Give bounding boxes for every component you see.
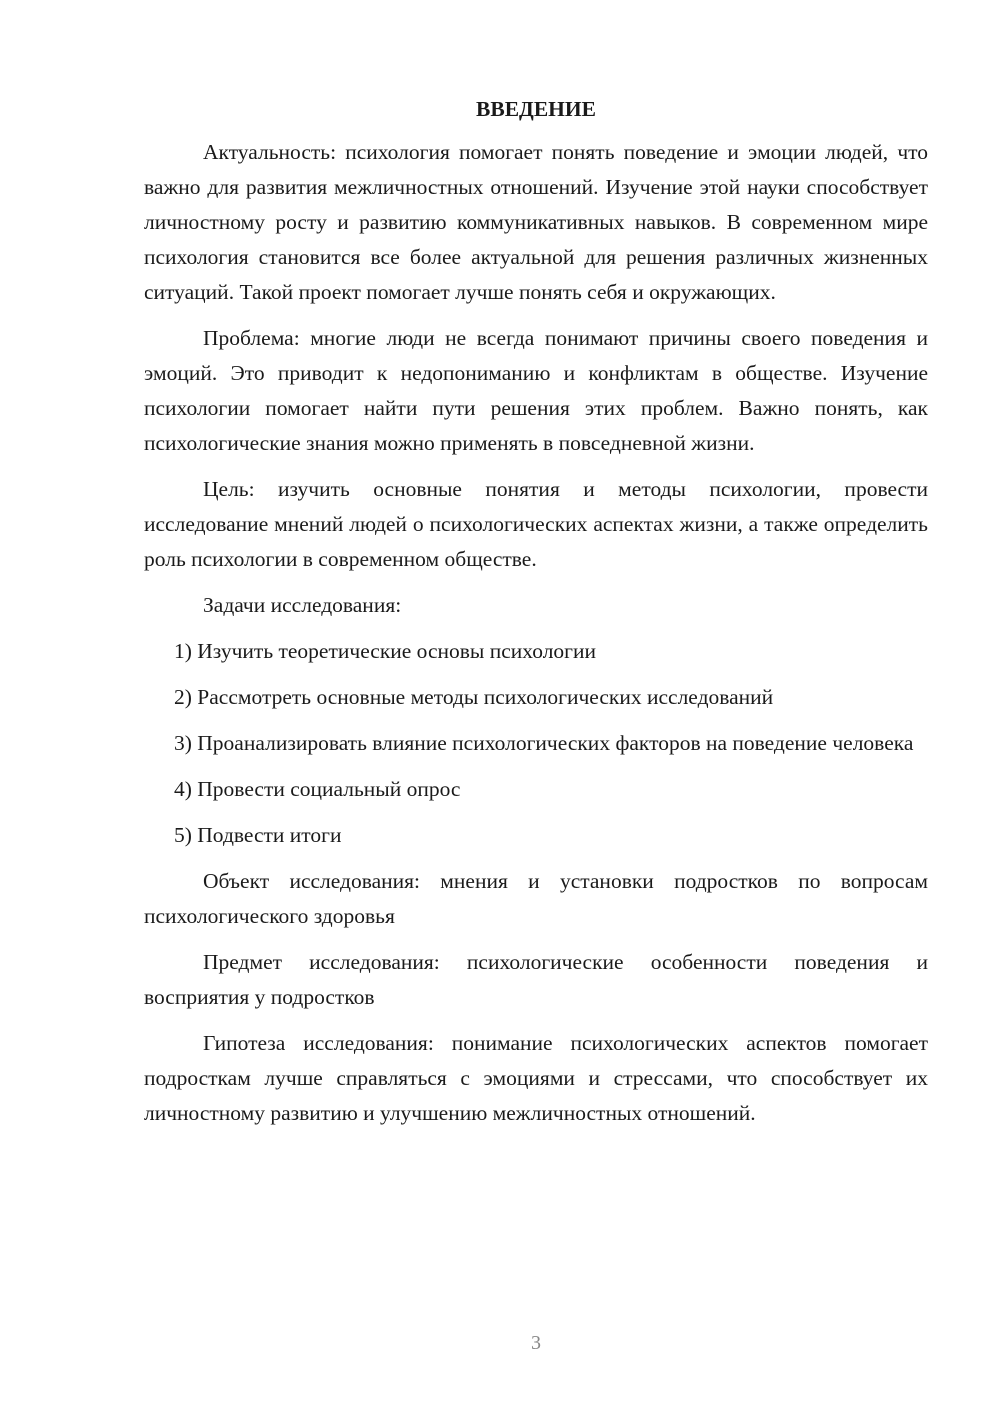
document-page: [144, 92, 928, 1142]
list-item: 3) Проанализировать влияние психологических факторов на поведение человека: [174, 731, 914, 755]
problem-paragraph: Проблема: многие люди не всегда понимают причины своего поведения и эмоций. Это приводит к недопониманию и конфликтам в обществе. Изучение психологии помогает найти пути решения этих проблем. Важно понять, как психологические знания можно применять в повседневной жизни.: [144, 326, 928, 455]
subject-paragraph: Предмет исследования: психологические особенности поведения и восприятия у подростков: [144, 950, 928, 1009]
list-item: 2) Рассмотреть основные методы психологических исследований: [174, 685, 774, 709]
list-item: 4) Провести социальный опрос: [174, 777, 461, 801]
tasks-list: [144, 634, 928, 853]
relevance-paragraph: Актуальность: психология помогает понять поведение и эмоции людей, что важно для развития межличностных отношений. Изучение этой науки способствует личностному росту и развитию коммуникативных навыков. В современном мире психология становится все более актуальной для решения различных жизненных ситуаций. Такой проект помогает лучше понять себя и окружающих.: [144, 140, 928, 304]
goal-paragraph: Цель: изучить основные понятия и методы психологии, провести исследование мнений людей о психологических аспектах жизни, а также определить роль психологии в современном обществе.: [144, 477, 928, 571]
tasks-title: Задачи исследования:: [203, 593, 402, 617]
list-item: 1) Изучить теоретические основы психологии: [174, 639, 597, 663]
object-paragraph: Объект исследования: мнения и установки подростков по вопросам психологического здоровья: [144, 869, 928, 928]
page-heading: ВВЕДЕНИЕ: [476, 97, 596, 121]
hypothesis-paragraph: Гипотеза исследования: понимание психологических аспектов помогает подросткам лучше справляться с эмоциями и стрессами, что способствует их личностному развитию и улучшению межличностных отношений.: [144, 1031, 928, 1125]
page-number: 3: [531, 1332, 541, 1354]
list-item: 5) Подвести итоги: [174, 823, 342, 847]
